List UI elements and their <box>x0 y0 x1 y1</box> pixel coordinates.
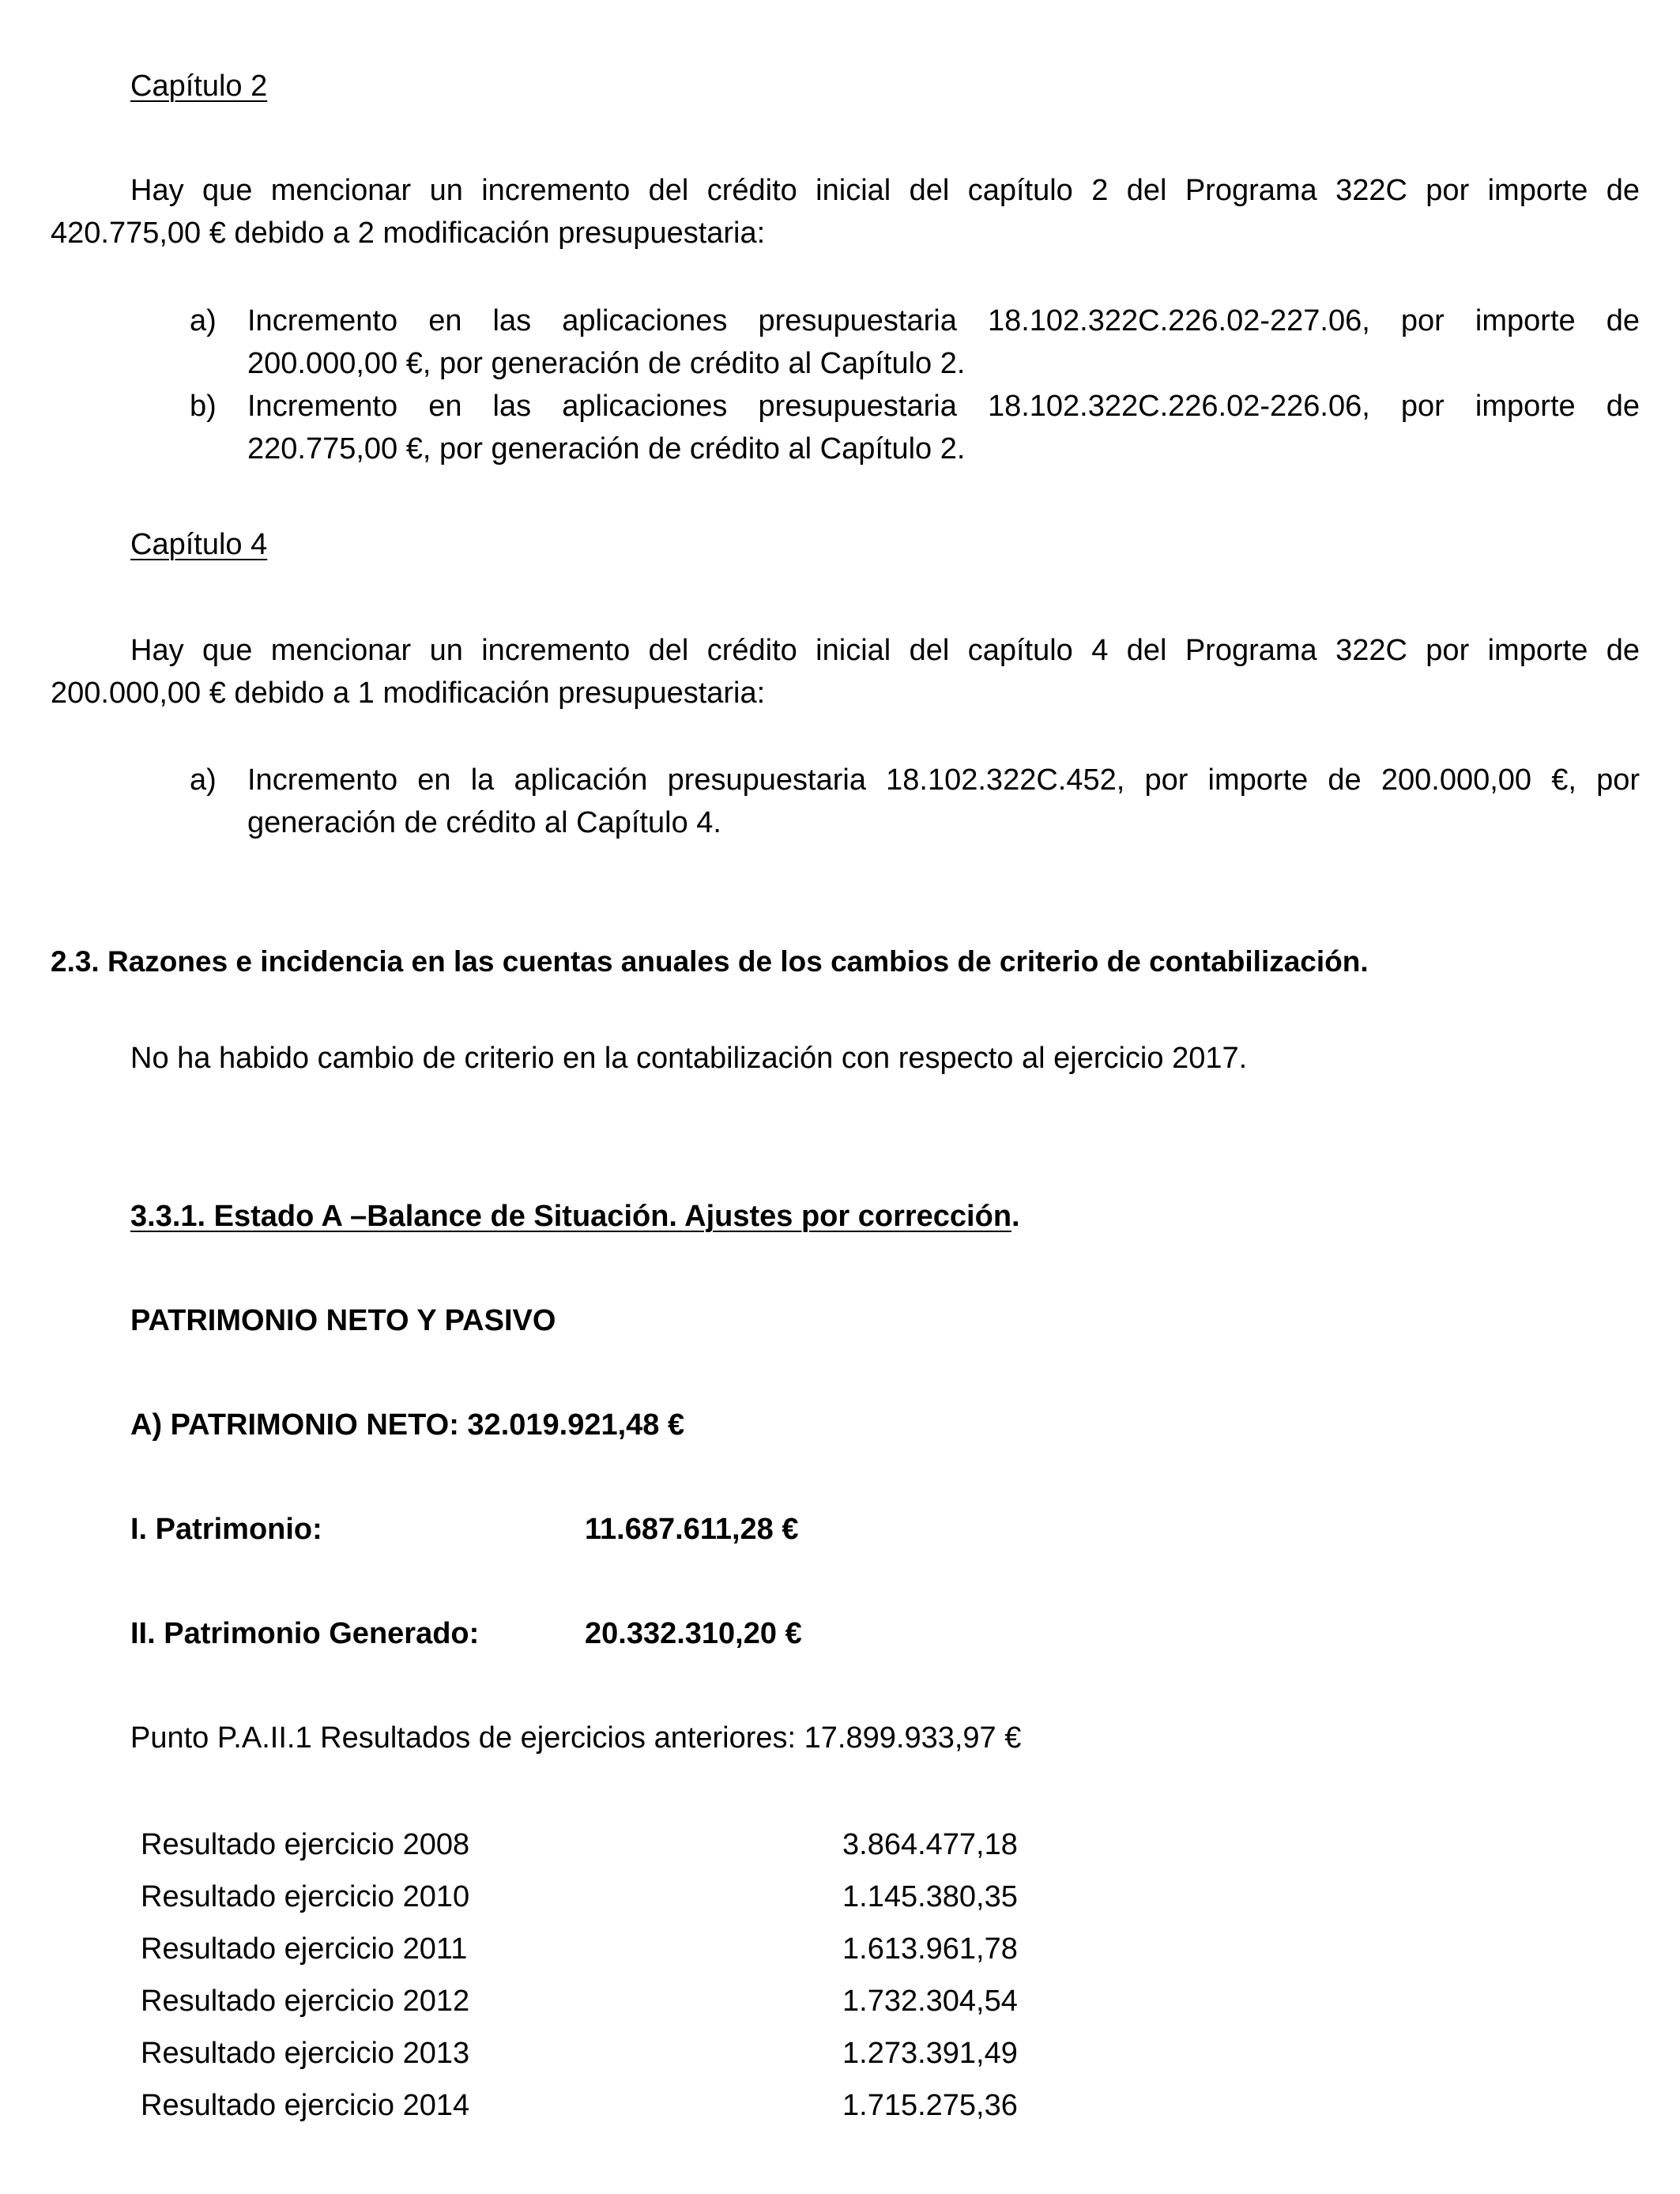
section-2-3-body: No ha habido cambio de criterio en la contabilización con respecto al ejercicio 2017. <box>130 1042 1248 1075</box>
cap2-intro-line1: Hay que mencionar un incremento del crédito inicial del capítulo 2 del Programa 322C por importe de <box>130 174 1640 207</box>
section-3-3-1-title-text: 3.3.1. Estado A –Balance de Situación. Ajustes por corrección <box>130 1200 1012 1233</box>
cap4-item-a-line2: generación de crédito al Capítulo 4. <box>247 806 721 839</box>
resultado-row-label: Resultado ejercicio 2008 <box>141 1828 470 1861</box>
section-3-3-1-title <box>130 1195 1020 1238</box>
cap2-item-a-line1: Incremento en las aplicaciones presupuestaria 18.102.322C.226.02-227.06, por importe de <box>247 304 1640 337</box>
resultado-row-value: 1.613.961,78 <box>842 1932 1018 1966</box>
patrimonio-generado-value: 20.332.310,20 € <box>585 1617 802 1650</box>
patrimonio-value: 11.687.611,28 € <box>585 1513 799 1546</box>
cap4-item-a-line1: Incremento en la aplicación presupuestaria 18.102.322C.452, por importe de 200.000,00 €, por <box>247 763 1640 797</box>
resultado-row-value: 1.145.380,35 <box>842 1880 1018 1913</box>
resultados-anteriores-line: Punto P.A.II.1 Resultados de ejercicios anteriores: 17.899.933,97 € <box>130 1721 1022 1755</box>
section-3-3-1-title-suffix: . <box>1011 1200 1020 1233</box>
resultado-row-label: Resultado ejercicio 2011 <box>141 1932 468 1966</box>
cap2-item-a-marker: a) <box>190 304 217 337</box>
cap2-item-b-line2: 220.775,00 €, por generación de crédito al Capítulo 2. <box>247 432 966 466</box>
resultado-row-value: 3.864.477,18 <box>842 1828 1018 1861</box>
patrimonio-label: I. Patrimonio: <box>130 1513 322 1546</box>
resultado-row-value: 1.732.304,54 <box>842 1985 1018 2018</box>
resultado-row-label: Resultado ejercicio 2014 <box>141 2089 470 2122</box>
cap2-heading: Capítulo 2 <box>130 70 268 103</box>
resultado-row-label: Resultado ejercicio 2013 <box>141 2037 470 2070</box>
resultado-row-value: 1.715.275,36 <box>842 2089 1018 2122</box>
section-2-3-title: 2.3. Razones e incidencia en las cuentas anuales de los cambios de criterio de contabilización. <box>51 945 1369 978</box>
cap2-item-b-marker: b) <box>190 390 217 423</box>
resultado-row-label: Resultado ejercicio 2010 <box>141 1880 470 1913</box>
cap4-intro-line1: Hay que mencionar un incremento del crédito inicial del capítulo 4 del Programa 322C por importe de <box>130 634 1640 667</box>
cap4-intro-line2: 200.000,00 € debido a 1 modificación presupuestaria: <box>51 677 766 710</box>
patrimonio-generado-label: II. Patrimonio Generado: <box>130 1617 480 1650</box>
cap4-heading: Capítulo 4 <box>130 528 268 561</box>
patrimonio-neto-pasivo-heading: PATRIMONIO NETO Y PASIVO <box>130 1304 556 1337</box>
resultado-row-label: Resultado ejercicio 2012 <box>141 1985 470 2018</box>
cap2-intro-line2: 420.775,00 € debido a 2 modificación presupuestaria: <box>51 217 766 250</box>
cap2-item-a-line2: 200.000,00 €, por generación de crédito al Capítulo 2. <box>247 347 966 380</box>
cap2-item-b-line1: Incremento en las aplicaciones presupuestaria 18.102.322C.226.02-226.06, por importe de <box>247 390 1640 423</box>
resultado-row-value: 1.273.391,49 <box>842 2037 1018 2070</box>
patrimonio-neto-total: A) PATRIMONIO NETO: 32.019.921,48 € <box>130 1408 685 1442</box>
cap4-item-a-marker: a) <box>190 763 217 797</box>
